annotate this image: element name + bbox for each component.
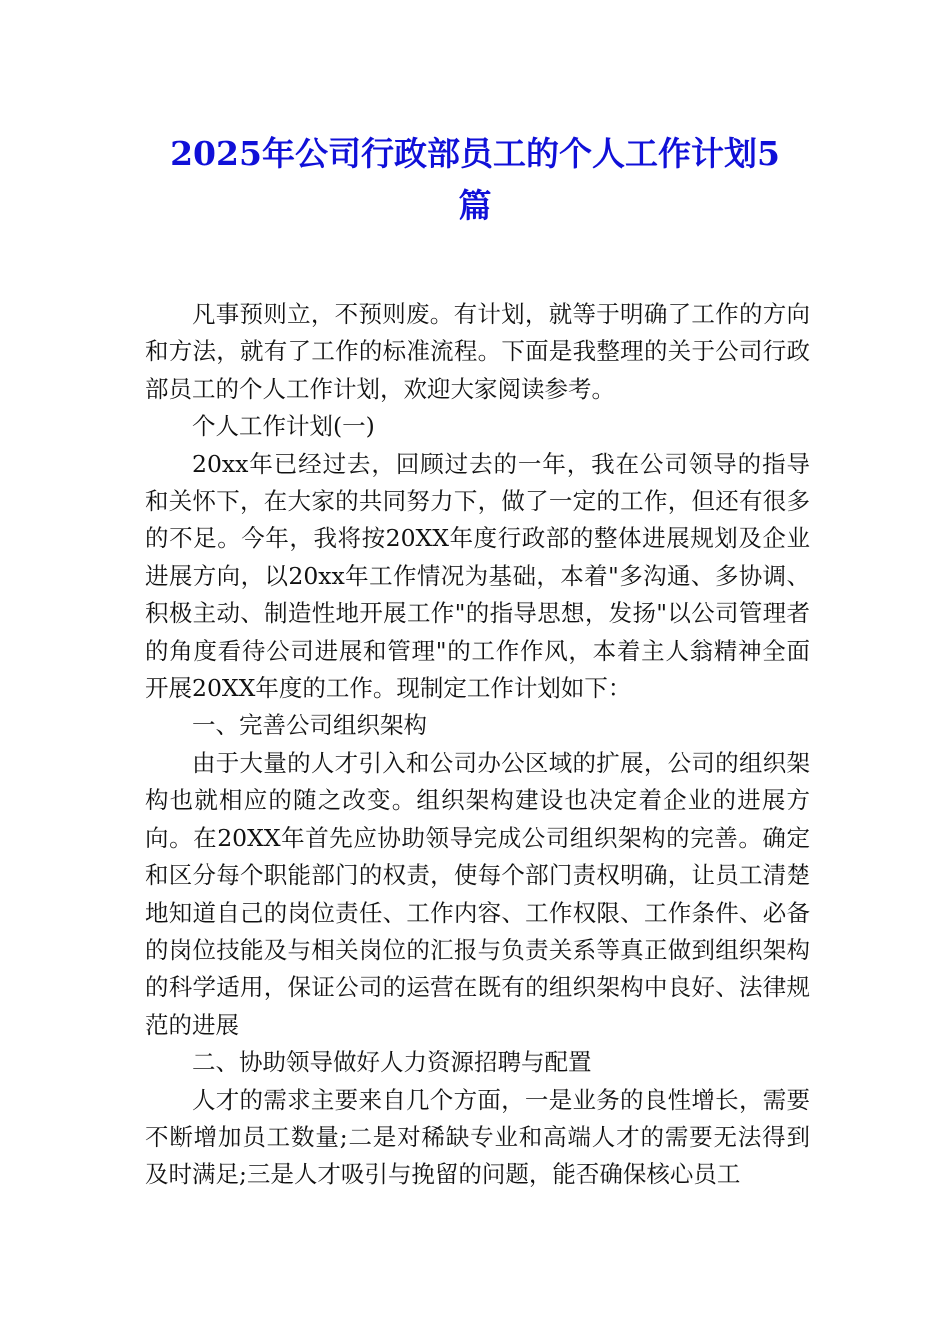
section-heading-plan-1: 个人工作计划(一) xyxy=(192,412,375,441)
document-title-line-1: 2025年公司行政部员工的个人工作计划5 xyxy=(170,134,780,173)
document-body xyxy=(145,296,810,1194)
body-paragraph: 人才的需求主要来自几个方面，一是业务的良性增长，需要不断增加员工数量;二是对稀缺专业和高端人才的需要无法得到及时满足;三是人才吸引与挽留的问题，能否确保核心员工 xyxy=(145,1085,810,1189)
subsection-heading-org-structure: 一、完善公司组织架构 xyxy=(192,711,427,740)
body-paragraph: 20xx年已经过去，回顾过去的一年，我在公司领导的指导和关怀下，在大家的共同努力下，做了一定的工作，但还有很多的不足。今年，我将按20XX年度行政部的整体进展规划及企业进展方向，以20xx年工作情况为基础，本着"多沟通、多协调、积极主动、制造性地开展工作"的指导思想，发扬"以公司管理者的角度看待公司进展和管理"的工作作风，本着主人翁精神全面开展20XX年度的工作。现制定工作计划如下： xyxy=(145,449,810,703)
document-title-line-2: 篇 xyxy=(458,186,492,225)
subsection-heading-recruitment: 二、协助领导做好人力资源招聘与配置 xyxy=(192,1048,592,1077)
intro-paragraph: 凡事预则立，不预则废。有计划，就等于明确了工作的方向和方法，就有了工作的标准流程。下面是我整理的关于公司行政部员工的个人工作计划，欢迎大家阅读参考。 xyxy=(145,300,810,403)
body-paragraph: 由于大量的人才引入和公司办公区域的扩展，公司的组织架构也就相应的随之改变。组织架构建设也决定着企业的进展方向。在20XX年首先应协助领导完成公司组织架构的完善。确定和区分每个职能部门的权责，使每个部门责权明确，让员工清楚地知道自己的岗位责任、工作内容、工作权限、工作条件、必备的岗位技能及与相关岗位的汇报与负责关系等真正做到组织架构的科学适用，保证公司的运营在既有的组织架构中良好、法律规范的进展 xyxy=(145,748,810,1039)
